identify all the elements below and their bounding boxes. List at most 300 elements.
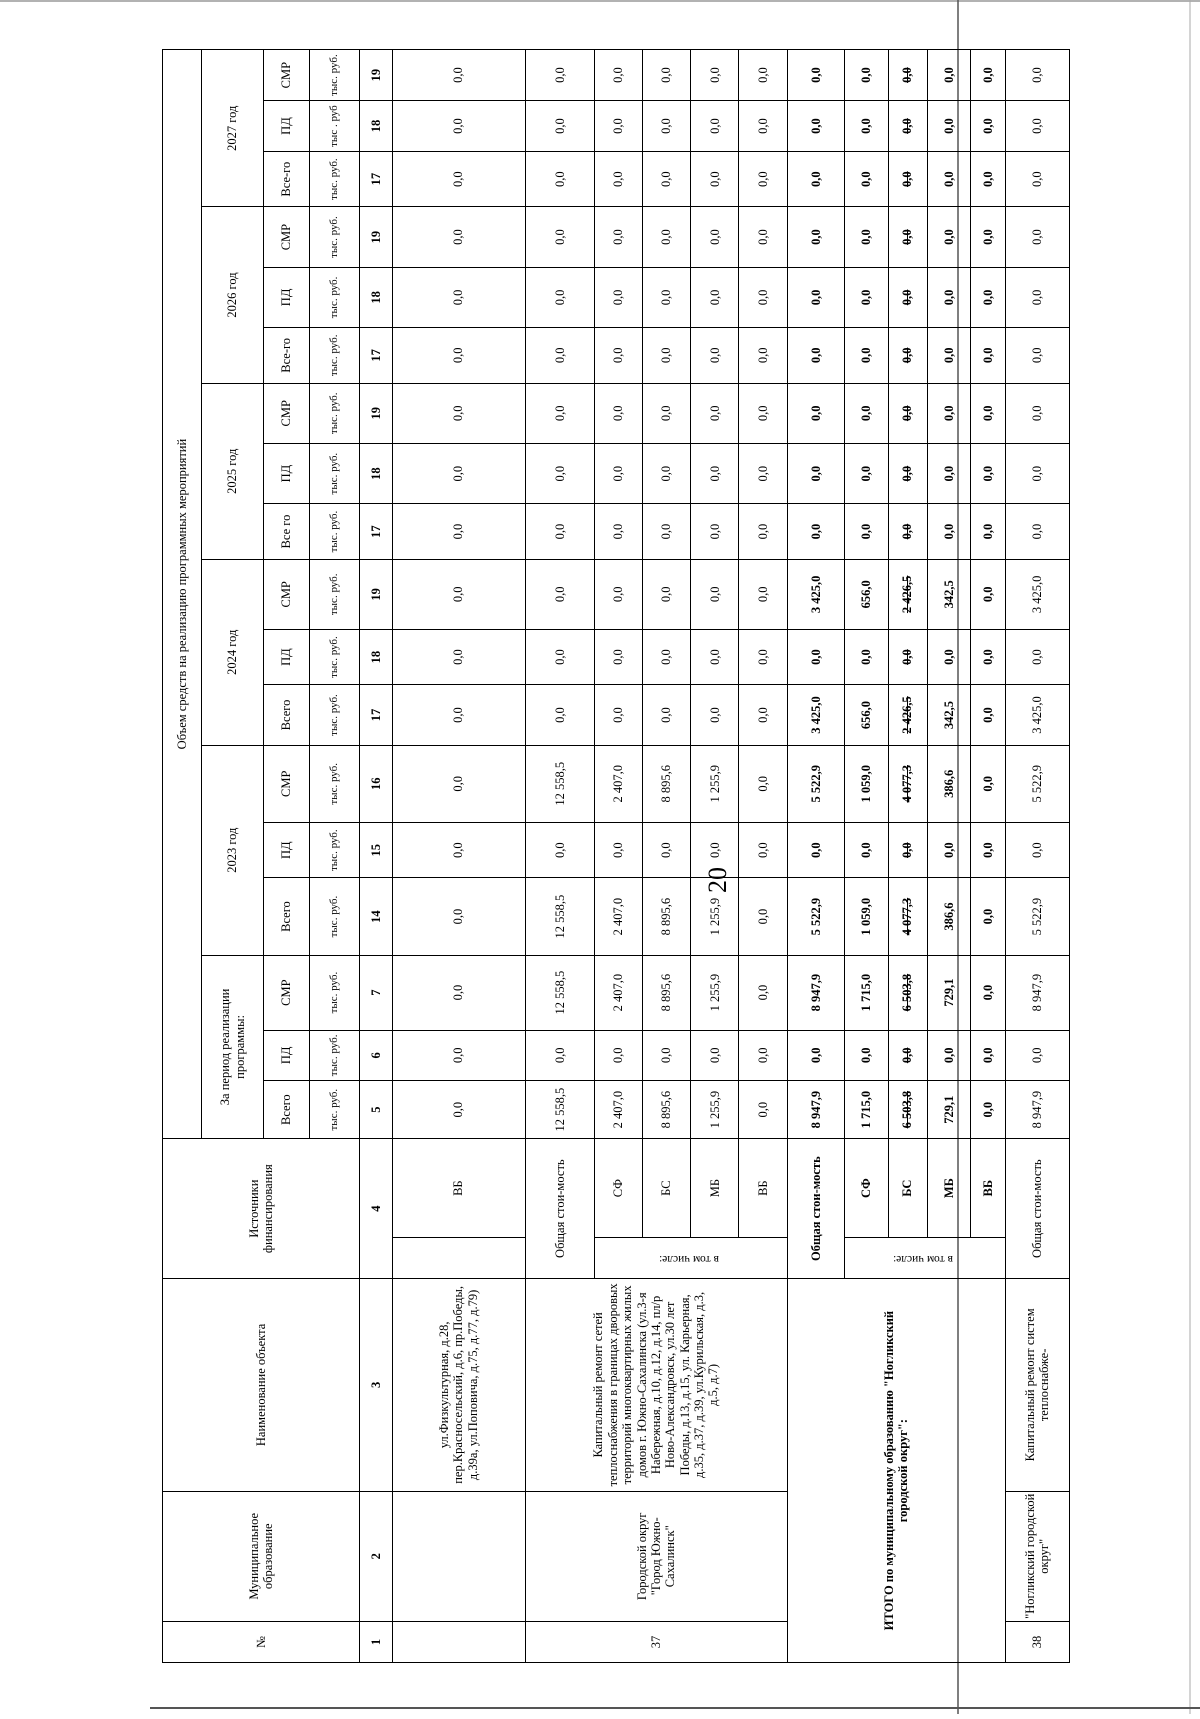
value-cell: 0,0 xyxy=(739,1030,787,1081)
value-cell: 0,0 xyxy=(739,629,787,685)
obj38-name: Капитальный ремонт систем теплоснабже- xyxy=(1005,1279,1069,1491)
value-cell: 2 407,0 xyxy=(594,745,642,822)
value-cell: 0,0 xyxy=(1005,101,1069,152)
value-cell: 0,0 xyxy=(525,443,594,503)
index-cell: 18 xyxy=(360,629,392,685)
value-cell: 0,0 xyxy=(392,267,525,327)
value-cell: 0,0 xyxy=(392,50,525,101)
index-cell: 19 xyxy=(360,50,392,101)
header-object-name: Наименование объекта xyxy=(163,1279,360,1491)
total-value-cell: 0,0 xyxy=(927,383,971,443)
value-cell: 0,0 xyxy=(1005,822,1069,878)
subheader-smr-11: СМР xyxy=(264,383,310,443)
total-value-cell: 0,0 xyxy=(844,504,888,560)
total-value-cell: 1 715,0 xyxy=(844,955,888,1030)
value-cell: 0,0 xyxy=(642,559,690,629)
obj37-in-tom-chisle xyxy=(594,1238,787,1279)
value-cell: 0,0 xyxy=(691,151,739,207)
total-value-cell: 0,0 xyxy=(844,50,888,101)
value-cell: 0,0 xyxy=(691,101,739,152)
value-cell: 5 522,9 xyxy=(1005,878,1069,955)
total-value-cell: 0,0 xyxy=(927,504,971,560)
total-value-cell: 0,0 xyxy=(787,50,844,101)
value-cell: 0,0 xyxy=(392,629,525,685)
financing-table xyxy=(162,49,1070,1663)
index-cell: 6 xyxy=(360,1030,392,1081)
value-cell: 8 895,6 xyxy=(642,955,690,1030)
index-cell: 18 xyxy=(360,267,392,327)
total-value-cell: 0,0 xyxy=(888,629,927,685)
value-cell: 0,0 xyxy=(642,50,690,101)
total-value-cell: 342,5 xyxy=(927,559,971,629)
value-cell: 0,0 xyxy=(739,443,787,503)
value-cell: 0,0 xyxy=(392,151,525,207)
header-year-2026: 2026 год xyxy=(202,207,264,383)
total-value-cell: 0,0 xyxy=(787,629,844,685)
total-value-cell: 0,0 xyxy=(971,878,1005,955)
value-cell: 0,0 xyxy=(594,504,642,560)
total-value-cell: 0,0 xyxy=(971,267,1005,327)
value-cell: 0,0 xyxy=(1005,151,1069,207)
obj37-municipality-cont xyxy=(392,1491,525,1621)
value-cell: 0,0 xyxy=(525,50,594,101)
value-cell: 0,0 xyxy=(642,101,690,152)
source-cell: ВБ xyxy=(392,1139,525,1238)
value-cell: 0,0 xyxy=(691,822,739,878)
total-value-cell: 0,0 xyxy=(888,151,927,207)
index-cell: 7 xyxy=(360,955,392,1030)
total-value-cell: 0,0 xyxy=(888,443,927,503)
total-value-cell: 0,0 xyxy=(888,328,927,384)
source-cell: ВБ xyxy=(739,1139,787,1238)
total-value-cell: 0,0 xyxy=(888,1030,927,1081)
value-cell: 0,0 xyxy=(642,207,690,267)
value-cell: 0,0 xyxy=(1005,267,1069,327)
value-cell: 0,0 xyxy=(392,745,525,822)
total-value-cell: 0,0 xyxy=(971,822,1005,878)
value-cell: 0,0 xyxy=(525,328,594,384)
total-value-cell: 656,0 xyxy=(844,559,888,629)
total-value-cell: 0,0 xyxy=(971,443,1005,503)
total-value-cell: 0,0 xyxy=(927,50,971,101)
value-cell: 1 255,9 xyxy=(691,955,739,1030)
unit-cell: тыс. руб. xyxy=(309,822,360,878)
subheader-pd-16: ПД xyxy=(264,101,310,152)
obj38-src: Общая стои-мость xyxy=(1005,1139,1069,1279)
total-value-cell: 0,0 xyxy=(971,685,1005,745)
header-municipality: Муниципальное образование xyxy=(163,1491,360,1621)
value-cell: 0,0 xyxy=(642,504,690,560)
total-value-cell: 386,6 xyxy=(927,878,971,955)
obj38-municipality: "Ногликский городской округ" xyxy=(1005,1491,1069,1621)
value-cell: 0,0 xyxy=(392,207,525,267)
value-cell: 0,0 xyxy=(392,443,525,503)
total-value-cell: 0,0 xyxy=(787,822,844,878)
value-cell: 0,0 xyxy=(739,559,787,629)
value-cell: 0,0 xyxy=(1005,383,1069,443)
value-cell: 0,0 xyxy=(1005,504,1069,560)
value-cell: 0,0 xyxy=(525,559,594,629)
value-cell: 0,0 xyxy=(691,685,739,745)
total-value-cell: 1 059,0 xyxy=(844,745,888,822)
value-cell: 5 522,9 xyxy=(1005,745,1069,822)
value-cell: 0,0 xyxy=(691,1030,739,1081)
value-cell: 0,0 xyxy=(642,1030,690,1081)
value-cell: 0,0 xyxy=(525,151,594,207)
subheader-vsego-0: Всего xyxy=(264,1081,310,1139)
total-value-cell: 0,0 xyxy=(971,955,1005,1030)
value-cell: 0,0 xyxy=(392,559,525,629)
subheader-smr-8: СМР xyxy=(264,559,310,629)
subheader-pd-7: ПД xyxy=(264,629,310,685)
total-value-cell: 0,0 xyxy=(971,745,1005,822)
value-cell: 0,0 xyxy=(392,1081,525,1139)
obj37-cont-row xyxy=(392,50,525,1663)
total-value-cell: 0,0 xyxy=(888,504,927,560)
value-cell: 0,0 xyxy=(525,629,594,685)
total-value-cell: 5 522,9 xyxy=(787,878,844,955)
unit-cell: тыс. руб. xyxy=(309,629,360,685)
obj37-no-cont xyxy=(392,1621,525,1662)
index-cell: 3 xyxy=(360,1279,392,1491)
total-value-cell: 0,0 xyxy=(927,443,971,503)
value-cell: 0,0 xyxy=(1005,1030,1069,1081)
total-row xyxy=(787,50,844,1663)
total-value-cell: 0,0 xyxy=(844,822,888,878)
value-cell: 0,0 xyxy=(594,50,642,101)
value-cell: 0,0 xyxy=(691,328,739,384)
total-value-cell: 0,0 xyxy=(971,1030,1005,1081)
rotated-table-container xyxy=(162,49,1070,1663)
value-cell: 0,0 xyxy=(594,101,642,152)
header-volume: Объем средств на реализацию программных мероприятий xyxy=(163,50,202,1139)
value-cell: 1 255,9 xyxy=(691,878,739,955)
source-cell: БС xyxy=(642,1139,690,1238)
subheader-pd-13: ПД xyxy=(264,267,310,327)
value-cell: 0,0 xyxy=(642,383,690,443)
total-value-cell: 0,0 xyxy=(888,207,927,267)
total-value-cell: 1 715,0 xyxy=(844,1081,888,1139)
total-value-cell: 386,6 xyxy=(927,745,971,822)
obj38-no: 38 xyxy=(1005,1621,1069,1662)
value-cell: 0,0 xyxy=(1005,50,1069,101)
total-value-cell: 4 077,3 xyxy=(888,878,927,955)
unit-cell: тыс. руб. xyxy=(309,504,360,560)
total-value-cell: 0,0 xyxy=(927,822,971,878)
value-cell: 0,0 xyxy=(739,207,787,267)
page-number: 20 xyxy=(703,867,732,893)
index-cell: 2 xyxy=(360,1491,392,1621)
value-cell: 0,0 xyxy=(642,629,690,685)
value-cell: 0,0 xyxy=(392,685,525,745)
value-cell: 8 895,6 xyxy=(642,1081,690,1139)
obj37-row xyxy=(525,50,594,1663)
total-value-cell: 0,0 xyxy=(971,50,1005,101)
value-cell: 0,0 xyxy=(739,328,787,384)
index-cell: 16 xyxy=(360,745,392,822)
unit-cell: тыс. руб. xyxy=(309,559,360,629)
obj38-row xyxy=(1005,50,1069,1663)
value-cell: 0,0 xyxy=(642,443,690,503)
value-cell: 0,0 xyxy=(1005,207,1069,267)
subheader-vsego_split2-9: Все го xyxy=(264,504,310,560)
value-cell: 0,0 xyxy=(392,822,525,878)
unit-cell: тыс . руб xyxy=(309,101,360,152)
obj37-in-tom-chisle-label: в том числе: xyxy=(658,1252,719,1265)
header-year-2025: 2025 год xyxy=(202,383,264,559)
value-cell: 0,0 xyxy=(739,822,787,878)
total-value-cell: 3 425,0 xyxy=(787,685,844,745)
source-cell: БС xyxy=(888,1139,927,1238)
source-cell: МБ xyxy=(691,1139,739,1238)
total-value-cell: 0,0 xyxy=(971,328,1005,384)
header-year-2024: 2024 год xyxy=(202,559,264,745)
index-cell: 5 xyxy=(360,1081,392,1139)
total-value-cell: 0,0 xyxy=(971,383,1005,443)
index-cell: 19 xyxy=(360,207,392,267)
value-cell: 0,0 xyxy=(392,504,525,560)
source-cell: СФ xyxy=(594,1139,642,1238)
value-cell: 0,0 xyxy=(642,267,690,327)
value-cell: 0,0 xyxy=(594,443,642,503)
source-cell: ВБ xyxy=(971,1139,1005,1238)
value-cell: 0,0 xyxy=(691,504,739,560)
total-value-cell: 8 947,9 xyxy=(787,1081,844,1139)
total-value-cell: 0,0 xyxy=(787,504,844,560)
total-value-cell: 0,0 xyxy=(844,101,888,152)
value-cell: 0,0 xyxy=(594,629,642,685)
total-value-cell: 0,0 xyxy=(844,151,888,207)
subheader-pd-4: ПД xyxy=(264,822,310,878)
total-value-cell: 8 947,9 xyxy=(787,955,844,1030)
unit-cell: тыс. руб. xyxy=(309,383,360,443)
obj37-no: 37 xyxy=(525,1621,787,1662)
total-value-cell: 6 503,8 xyxy=(888,1081,927,1139)
total-value-cell: 0,0 xyxy=(888,822,927,878)
value-cell: 0,0 xyxy=(642,685,690,745)
total-value-cell: 0,0 xyxy=(888,101,927,152)
total-value-cell: 0,0 xyxy=(787,1030,844,1081)
value-cell: 0,0 xyxy=(392,955,525,1030)
value-cell: 0,0 xyxy=(525,267,594,327)
subheader-pd-1: ПД xyxy=(264,1030,310,1081)
total-value-cell: 0,0 xyxy=(888,267,927,327)
value-cell: 1 255,9 xyxy=(691,745,739,822)
value-cell: 0,0 xyxy=(691,383,739,443)
value-cell: 0,0 xyxy=(594,328,642,384)
total-value-cell: 1 059,0 xyxy=(844,878,888,955)
total-value-cell: 0,0 xyxy=(927,328,971,384)
subheader-pd-10: ПД xyxy=(264,443,310,503)
obj37-tomchisle-cont xyxy=(392,1238,525,1279)
value-cell: 0,0 xyxy=(1005,328,1069,384)
total-value-cell: 0,0 xyxy=(971,101,1005,152)
value-cell: 0,0 xyxy=(594,559,642,629)
obj37-municipality: Городской округ "Город Южно-Сахалинск" xyxy=(525,1491,787,1621)
total-value-cell: 0,0 xyxy=(787,328,844,384)
subheader-vsego-6: Всего xyxy=(264,685,310,745)
index-cell: 4 xyxy=(360,1139,392,1279)
total-in-tom-chisle xyxy=(844,1238,1005,1279)
total-src-total: Общая стои-мость xyxy=(787,1139,844,1279)
value-cell: 0,0 xyxy=(739,101,787,152)
total-value-cell: 729,1 xyxy=(927,955,971,1030)
value-cell: 0,0 xyxy=(691,50,739,101)
total-value-cell: 0,0 xyxy=(844,629,888,685)
value-cell: 0,0 xyxy=(691,267,739,327)
value-cell: 0,0 xyxy=(642,822,690,878)
value-cell: 8 947,9 xyxy=(1005,955,1069,1030)
unit-cell: тыс. руб. xyxy=(309,955,360,1030)
value-cell: 0,0 xyxy=(392,1030,525,1081)
index-row xyxy=(360,50,392,1663)
total-value-cell: 0,0 xyxy=(844,1030,888,1081)
total-value-cell: 6 503,8 xyxy=(888,955,927,1030)
unit-cell: тыс. руб. xyxy=(309,443,360,503)
unit-cell: тыс. руб. xyxy=(309,267,360,327)
index-cell: 15 xyxy=(360,822,392,878)
value-cell: 0,0 xyxy=(525,685,594,745)
total-value-cell: 0,0 xyxy=(844,267,888,327)
obj37-src-total: Общая стои-мость xyxy=(525,1139,594,1279)
subheader-smr-17: СМР xyxy=(264,50,310,101)
value-cell: 2 407,0 xyxy=(594,1081,642,1139)
value-cell: 8 947,9 xyxy=(1005,1081,1069,1139)
header-year-2023: 2023 год xyxy=(202,745,264,955)
index-cell: 17 xyxy=(360,328,392,384)
value-cell: 12 558,5 xyxy=(525,1081,594,1139)
unit-cell: тыс. руб. xyxy=(309,50,360,101)
index-cell: 17 xyxy=(360,685,392,745)
total-value-cell: 5 522,9 xyxy=(787,745,844,822)
total-value-cell: 0,0 xyxy=(971,504,1005,560)
unit-cell: тыс. руб. xyxy=(309,1081,360,1139)
total-value-cell: 0,0 xyxy=(927,629,971,685)
total-value-cell: 4 077,3 xyxy=(888,745,927,822)
total-value-cell: 0,0 xyxy=(971,629,1005,685)
index-cell: 1 xyxy=(360,1621,392,1662)
unit-cell: тыс. руб. xyxy=(309,878,360,955)
value-cell: 12 558,5 xyxy=(525,745,594,822)
value-cell: 0,0 xyxy=(739,267,787,327)
value-cell: 0,0 xyxy=(739,955,787,1030)
unit-cell: тыс. руб. xyxy=(309,207,360,267)
obj37-name: Капитальный ремонт сетей теплоснабжения в границах дворовых территорий многоквартирных жилых домов г. Южно-Сахалинска (ул.3-я Набережная, д.10, д.12, д.14, пл/р Ново-Александровск, ул.30 лет Победы, д.13, д.15, ул. Карьерная, д.35, д.37, д.39, ул.Курильская, д.3, д.5, д.7) xyxy=(525,1279,787,1491)
value-cell: 2 407,0 xyxy=(594,955,642,1030)
value-cell: 0,0 xyxy=(594,267,642,327)
value-cell: 0,0 xyxy=(691,629,739,685)
value-cell: 8 895,6 xyxy=(642,878,690,955)
value-cell: 0,0 xyxy=(642,151,690,207)
header-row-1 xyxy=(163,50,202,1663)
subheader-smr-14: СМР xyxy=(264,207,310,267)
total-value-cell: 0,0 xyxy=(787,383,844,443)
value-cell: 0,0 xyxy=(739,383,787,443)
total-value-cell: 0,0 xyxy=(787,151,844,207)
value-cell: 0,0 xyxy=(392,878,525,955)
total-label: ИТОГО по муниципальному образованию "Ногликский городской округ": xyxy=(787,1279,1005,1663)
value-cell: 0,0 xyxy=(392,383,525,443)
source-cell: МБ xyxy=(927,1139,971,1238)
value-cell: 1 255,9 xyxy=(691,1081,739,1139)
subheader-smr-2: СМР xyxy=(264,955,310,1030)
value-cell: 0,0 xyxy=(739,151,787,207)
total-value-cell: 0,0 xyxy=(787,207,844,267)
total-value-cell: 0,0 xyxy=(844,328,888,384)
total-value-cell: 0,0 xyxy=(927,151,971,207)
unit-cell: тыс. руб. xyxy=(309,1030,360,1081)
total-value-cell: 2 426,5 xyxy=(888,559,927,629)
total-in-tom-chisle-label: в том числе: xyxy=(893,1252,954,1265)
value-cell: 0,0 xyxy=(594,151,642,207)
unit-cell: тыс. руб. xyxy=(309,328,360,384)
value-cell: 0,0 xyxy=(594,383,642,443)
value-cell: 0,0 xyxy=(525,822,594,878)
value-cell: 0,0 xyxy=(739,745,787,822)
value-cell: 0,0 xyxy=(642,328,690,384)
header-year-2027: 2027 год xyxy=(202,50,264,207)
value-cell: 0,0 xyxy=(739,50,787,101)
value-cell: 0,0 xyxy=(1005,629,1069,685)
subheader-smr-5: СМР xyxy=(264,745,310,822)
subheader-vsego_split-12: Все-го xyxy=(264,328,310,384)
total-value-cell: 0,0 xyxy=(927,101,971,152)
index-cell: 17 xyxy=(360,151,392,207)
value-cell: 8 895,6 xyxy=(642,745,690,822)
value-cell: 0,0 xyxy=(739,685,787,745)
total-value-cell: 0,0 xyxy=(927,207,971,267)
header-sources: Источники финансирования xyxy=(163,1139,360,1279)
obj37-name-cont: ул.Физкультурная, д.28, пер.Красносельский, д.6, пр.Победы, д.39а, ул.Поповича, д.75, д.77, д.79) xyxy=(392,1279,525,1491)
total-value-cell: 656,0 xyxy=(844,685,888,745)
total-value-cell: 0,0 xyxy=(787,101,844,152)
value-cell: 2 407,0 xyxy=(594,878,642,955)
total-value-cell: 0,0 xyxy=(844,207,888,267)
total-value-cell: 3 425,0 xyxy=(787,559,844,629)
value-cell: 0,0 xyxy=(594,685,642,745)
value-cell: 0,0 xyxy=(594,1030,642,1081)
total-value-cell: 0,0 xyxy=(971,1081,1005,1139)
value-cell: 0,0 xyxy=(739,504,787,560)
value-cell: 0,0 xyxy=(525,101,594,152)
total-value-cell: 0,0 xyxy=(971,559,1005,629)
total-value-cell: 0,0 xyxy=(888,50,927,101)
index-cell: 19 xyxy=(360,559,392,629)
index-cell: 17 xyxy=(360,504,392,560)
unit-cell: тыс. руб. xyxy=(309,151,360,207)
value-cell: 0,0 xyxy=(525,383,594,443)
source-cell: СФ xyxy=(844,1139,888,1238)
index-cell: 18 xyxy=(360,443,392,503)
value-cell: 0,0 xyxy=(594,207,642,267)
value-cell: 0,0 xyxy=(525,1030,594,1081)
total-value-cell: 0,0 xyxy=(844,443,888,503)
total-value-cell: 729,1 xyxy=(927,1081,971,1139)
unit-cell: тыс. руб. xyxy=(309,745,360,822)
value-cell: 0,0 xyxy=(525,504,594,560)
index-cell: 18 xyxy=(360,101,392,152)
total-value-cell: 0,0 xyxy=(787,267,844,327)
value-cell: 0,0 xyxy=(525,207,594,267)
index-cell: 14 xyxy=(360,878,392,955)
value-cell: 12 558,5 xyxy=(525,878,594,955)
subheader-vsego_split-15: Все-го xyxy=(264,151,310,207)
total-value-cell: 0,0 xyxy=(844,383,888,443)
value-cell: 0,0 xyxy=(739,878,787,955)
header-no: № xyxy=(163,1621,360,1662)
total-value-cell: 0,0 xyxy=(971,207,1005,267)
unit-cell: тыс. руб. xyxy=(309,685,360,745)
